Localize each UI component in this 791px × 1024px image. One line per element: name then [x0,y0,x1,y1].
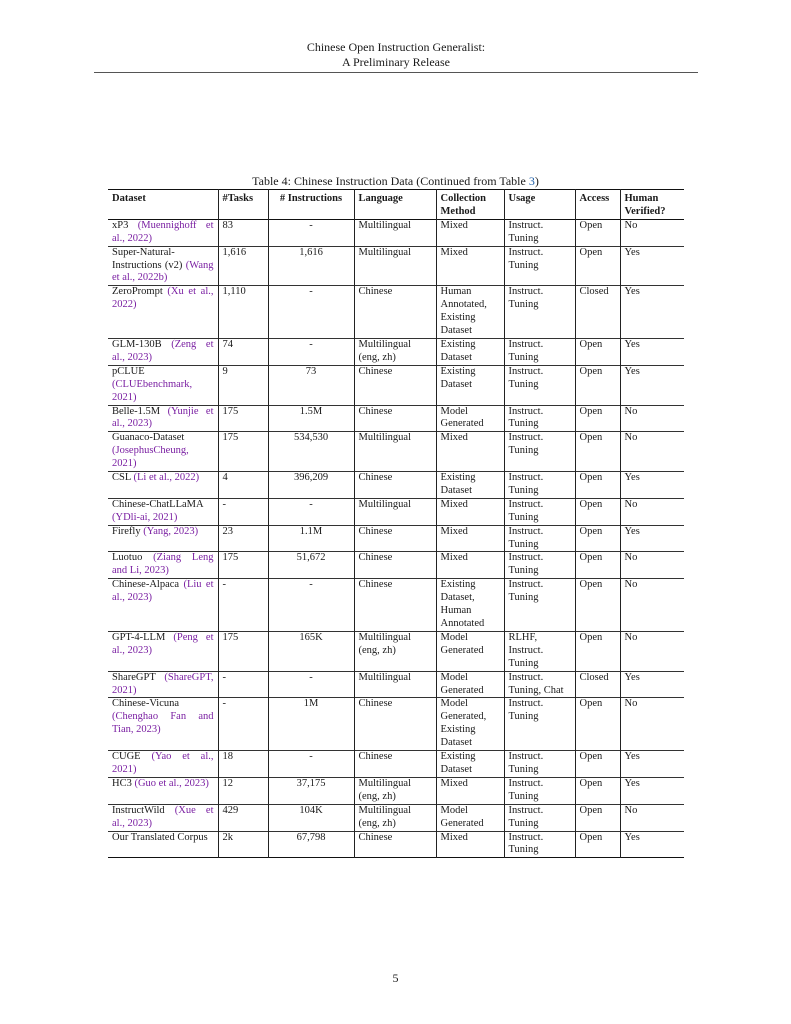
dataset-cell [108,631,218,671]
citation-link[interactable]: (Yao et al., 2021) [112,751,214,775]
dataset-cell [108,831,218,858]
instructions-cell: 165K [268,631,354,671]
access-cell: Closed [575,671,620,698]
instructions-cell: 1,616 [268,246,354,286]
human-verified-cell: No [620,698,684,751]
dataset-cell [108,286,218,339]
tasks-cell: 74 [218,338,268,365]
dataset-name: Guanaco-Dataset [112,432,185,444]
usage-cell: Instruct. Tuning [504,525,575,552]
table-row [108,777,684,804]
dataset-name: CSL [112,472,131,484]
header-human-verified: Human Verified? [620,190,684,220]
human-verified-cell: Yes [620,751,684,778]
dataset-cell [108,751,218,778]
access-cell: Open [575,338,620,365]
usage-cell: Instruct. Tuning [504,338,575,365]
tasks-cell: 18 [218,751,268,778]
instructions-cell: 67,798 [268,831,354,858]
tasks-cell: 175 [218,552,268,579]
header-instructions: # Instructions [268,190,354,220]
header-title-line1: Chinese Open Instruction Generalist: [306,40,486,54]
human-verified-cell: No [620,631,684,671]
usage-cell: Instruct. Tuning [504,432,575,472]
tasks-cell: 175 [218,631,268,671]
human-verified-cell: No [620,405,684,432]
citation-link[interactable]: (Zeng et al., 2023) [112,338,214,363]
citation-link[interactable]: (ShareGPT, 2021) [112,671,214,696]
table-row [108,472,684,499]
citation-link[interactable]: (Yunjie et al., 2023) [112,405,214,430]
access-cell: Open [575,498,620,525]
citation-link[interactable]: (CLUEbenchmark, 2021) [112,378,193,403]
usage-cell: Instruct. Tuning [504,751,575,778]
table-row [108,365,684,405]
usage-cell: Instruct. Tuning [504,472,575,499]
instructions-cell: - [268,498,354,525]
tasks-cell: 1,616 [218,246,268,286]
dataset-name: GPT-4-LLM [112,631,166,643]
header-tasks: #Tasks [218,190,268,220]
instructions-cell: 534,530 [268,432,354,472]
dataset-cell [108,525,218,552]
collection-method-cell: Model Generated [436,671,504,698]
language-cell: Chinese [354,831,436,858]
instructions-cell: 1M [268,698,354,751]
tasks-cell: 83 [218,219,268,246]
language-cell: Multilingual [354,246,436,286]
table-row [108,579,684,632]
table-reference-link[interactable]: 3 [528,174,535,188]
human-verified-cell: Yes [620,525,684,552]
dataset-cell [108,579,218,632]
header-title-line2: A Preliminary Release [342,55,450,69]
dataset-name: Our Translated Corpus [112,831,208,843]
access-cell: Open [575,698,620,751]
tasks-cell: 2k [218,831,268,858]
instructions-cell: 104K [268,804,354,831]
instructions-cell: 73 [268,365,354,405]
instructions-cell: - [268,338,354,365]
citation-link[interactable]: (Chenghao Fan and Tian, 2023) [112,711,214,736]
usage-cell: Instruct. Tuning [504,219,575,246]
dataset-name: ZeroPrompt [112,286,163,298]
instructions-cell: 37,175 [268,777,354,804]
language-cell: Chinese [354,552,436,579]
access-cell: Open [575,552,620,579]
usage-cell: Instruct. Tuning [504,286,575,339]
usage-cell: Instruct. Tuning [504,804,575,831]
page-number: 5 [392,971,399,985]
dataset-name: GLM-130B [112,338,162,350]
citation-link[interactable]: (JosephusCheung, 2021) [112,445,189,470]
collection-method-cell: Model Generated [436,631,504,671]
tasks-cell: - [218,698,268,751]
human-verified-cell: Yes [620,286,684,339]
instructions-cell: - [268,579,354,632]
tasks-cell: 429 [218,804,268,831]
human-verified-cell: Yes [620,338,684,365]
usage-cell: Instruct. Tuning [504,777,575,804]
citation-link[interactable]: (Guo et al., 2023) [134,777,209,789]
dataset-cell [108,498,218,525]
table-row [108,751,684,778]
human-verified-cell: No [620,219,684,246]
collection-method-cell: Mixed [436,552,504,579]
language-cell: Multilingual [354,432,436,472]
table-row [108,525,684,552]
access-cell: Open [575,365,620,405]
running-header [94,40,698,70]
citation-link[interactable]: (Xu et al., 2022) [112,286,214,311]
dataset-name: pCLUE [112,365,145,377]
usage-cell: Instruct. Tuning [504,579,575,632]
instructions-cell: - [268,671,354,698]
table-row [108,552,684,579]
usage-cell: Instruct. Tuning [504,698,575,751]
table-caption [107,174,684,188]
dataset-cell [108,671,218,698]
language-cell: Chinese [354,751,436,778]
collection-method-cell: Mixed [436,498,504,525]
table-header-row [108,190,684,220]
usage-cell: Instruct. Tuning, Chat [504,671,575,698]
header-access: Access [575,190,620,220]
human-verified-cell: Yes [620,365,684,405]
instructions-cell: 51,672 [268,552,354,579]
collection-method-cell: Model Generated [436,405,504,432]
table-row [108,671,684,698]
access-cell: Open [575,405,620,432]
dataset-cell [108,698,218,751]
header-usage: Usage [504,190,575,220]
language-cell: Chinese [354,525,436,552]
dataset-cell [108,338,218,365]
collection-method-cell: Mixed [436,219,504,246]
access-cell: Open [575,219,620,246]
dataset-name: CUGE [112,751,141,763]
dataset-cell [108,777,218,804]
access-cell: Open [575,751,620,778]
collection-method-cell: Mixed [436,432,504,472]
table-row [108,286,684,339]
dataset-name: xP3 [112,219,129,231]
collection-method-cell: Mixed [436,525,504,552]
collection-method-cell: Existing Dataset [436,338,504,365]
collection-method-cell: Mixed [436,246,504,286]
dataset-cell [108,432,218,472]
dataset-name: Super-Natural-Instructions (v2) [112,246,183,271]
instructions-cell: - [268,751,354,778]
access-cell: Open [575,777,620,804]
citation-link[interactable]: (Muennighoff et al., 2022) [112,219,214,244]
human-verified-cell: Yes [620,777,684,804]
human-verified-cell: Yes [620,246,684,286]
dataset-name: Chinese-Alpaca [112,579,180,591]
tasks-cell: 4 [218,472,268,499]
access-cell: Open [575,432,620,472]
dataset-cell [108,405,218,432]
caption-suffix: ) [534,174,539,188]
dataset-name: Chinese-ChatLLaMA [112,498,203,510]
dataset-name: HC3 [112,777,132,789]
instructions-cell: 396,209 [268,472,354,499]
tasks-cell: - [218,498,268,525]
tasks-cell: 23 [218,525,268,552]
language-cell: Multilingual (eng, zh) [354,804,436,831]
language-cell: Multilingual (eng, zh) [354,631,436,671]
language-cell: Multilingual [354,498,436,525]
table-row [108,804,684,831]
collection-method-cell: Existing Dataset [436,472,504,499]
citation-link[interactable]: (Ziang Leng and Li, 2023) [112,552,214,577]
table-row [108,405,684,432]
dataset-name: Belle-1.5M [112,405,161,417]
human-verified-cell: No [620,579,684,632]
access-cell: Open [575,246,620,286]
tasks-cell: 175 [218,432,268,472]
language-cell: Multilingual (eng, zh) [354,777,436,804]
table-row [108,631,684,671]
dataset-cell [108,365,218,405]
access-cell: Open [575,525,620,552]
table-row [108,246,684,286]
tasks-cell: - [218,671,268,698]
instructions-cell: 1.1M [268,525,354,552]
usage-cell: Instruct. Tuning [504,552,575,579]
human-verified-cell: No [620,552,684,579]
dataset-name: ShareGPT [112,671,156,683]
human-verified-cell: No [620,804,684,831]
human-verified-cell: Yes [620,671,684,698]
table-row [108,831,684,858]
dataset-cell [108,246,218,286]
table-row [108,698,684,751]
language-cell: Multilingual [354,671,436,698]
citation-link[interactable]: (Yang, 2023) [143,525,199,537]
header-language: Language [354,190,436,220]
access-cell: Open [575,804,620,831]
tasks-cell: 175 [218,405,268,432]
access-cell: Open [575,831,620,858]
language-cell: Chinese [354,698,436,751]
access-cell: Open [575,631,620,671]
citation-link[interactable]: (Peng et al., 2023) [112,631,214,656]
human-verified-cell: Yes [620,472,684,499]
human-verified-cell: No [620,432,684,472]
language-cell: Chinese [354,286,436,339]
language-cell: Chinese [354,579,436,632]
citation-link[interactable]: (Wang et al., 2022b) [112,259,214,284]
language-cell: Chinese [354,472,436,499]
human-verified-cell: No [620,498,684,525]
citation-link[interactable]: (Li et al., 2022) [133,472,200,484]
tasks-cell: - [218,579,268,632]
table-body [108,219,684,858]
instruction-data-table [108,189,684,858]
dataset-cell [108,472,218,499]
dataset-name: Luotuo [112,552,143,564]
header-divider [94,72,698,73]
usage-cell: Instruct. Tuning [504,498,575,525]
dataset-cell [108,804,218,831]
collection-method-cell: Existing Dataset, Human Annotated [436,579,504,632]
usage-cell: Instruct. Tuning [504,365,575,405]
tasks-cell: 1,110 [218,286,268,339]
collection-method-cell: Human Annotated, Existing Dataset [436,286,504,339]
instructions-cell: 1.5M [268,405,354,432]
dataset-cell [108,552,218,579]
collection-method-cell: Model Generated, Existing Dataset [436,698,504,751]
citation-link[interactable]: (YDli-ai, 2021) [112,511,178,523]
citation-link[interactable]: (Liu et al., 2023) [112,579,214,604]
header-dataset: Dataset [112,193,146,204]
instructions-cell: - [268,286,354,339]
access-cell: Closed [575,286,620,339]
instructions-cell: - [268,219,354,246]
dataset-cell [108,219,218,246]
collection-method-cell: Mixed [436,777,504,804]
table-row [108,338,684,365]
usage-cell: RLHF, Instruct. Tuning [504,631,575,671]
collection-method-cell: Model Generated [436,804,504,831]
dataset-name: Chinese-Vicuna [112,698,180,710]
access-cell: Open [575,579,620,632]
language-cell: Chinese [354,365,436,405]
language-cell: Chinese [354,405,436,432]
dataset-name: Firefly [112,525,141,537]
dataset-name: InstructWild [112,804,165,816]
table-row [108,498,684,525]
collection-method-cell: Existing Dataset [436,751,504,778]
tasks-cell: 9 [218,365,268,405]
table-row [108,432,684,472]
access-cell: Open [575,472,620,499]
usage-cell: Instruct. Tuning [504,246,575,286]
collection-method-cell: Existing Dataset [436,365,504,405]
citation-link[interactable]: (Xue et al., 2023) [112,804,214,829]
usage-cell: Instruct. Tuning [504,831,575,858]
usage-cell: Instruct. Tuning [504,405,575,432]
header-collection-method: Collection Method [436,190,504,220]
tasks-cell: 12 [218,777,268,804]
caption-text: Table 4: Chinese Instruction Data (Continued from Table [252,174,529,188]
language-cell: Multilingual [354,219,436,246]
table-row [108,219,684,246]
language-cell: Multilingual (eng, zh) [354,338,436,365]
collection-method-cell: Mixed [436,831,504,858]
human-verified-cell: Yes [620,831,684,858]
